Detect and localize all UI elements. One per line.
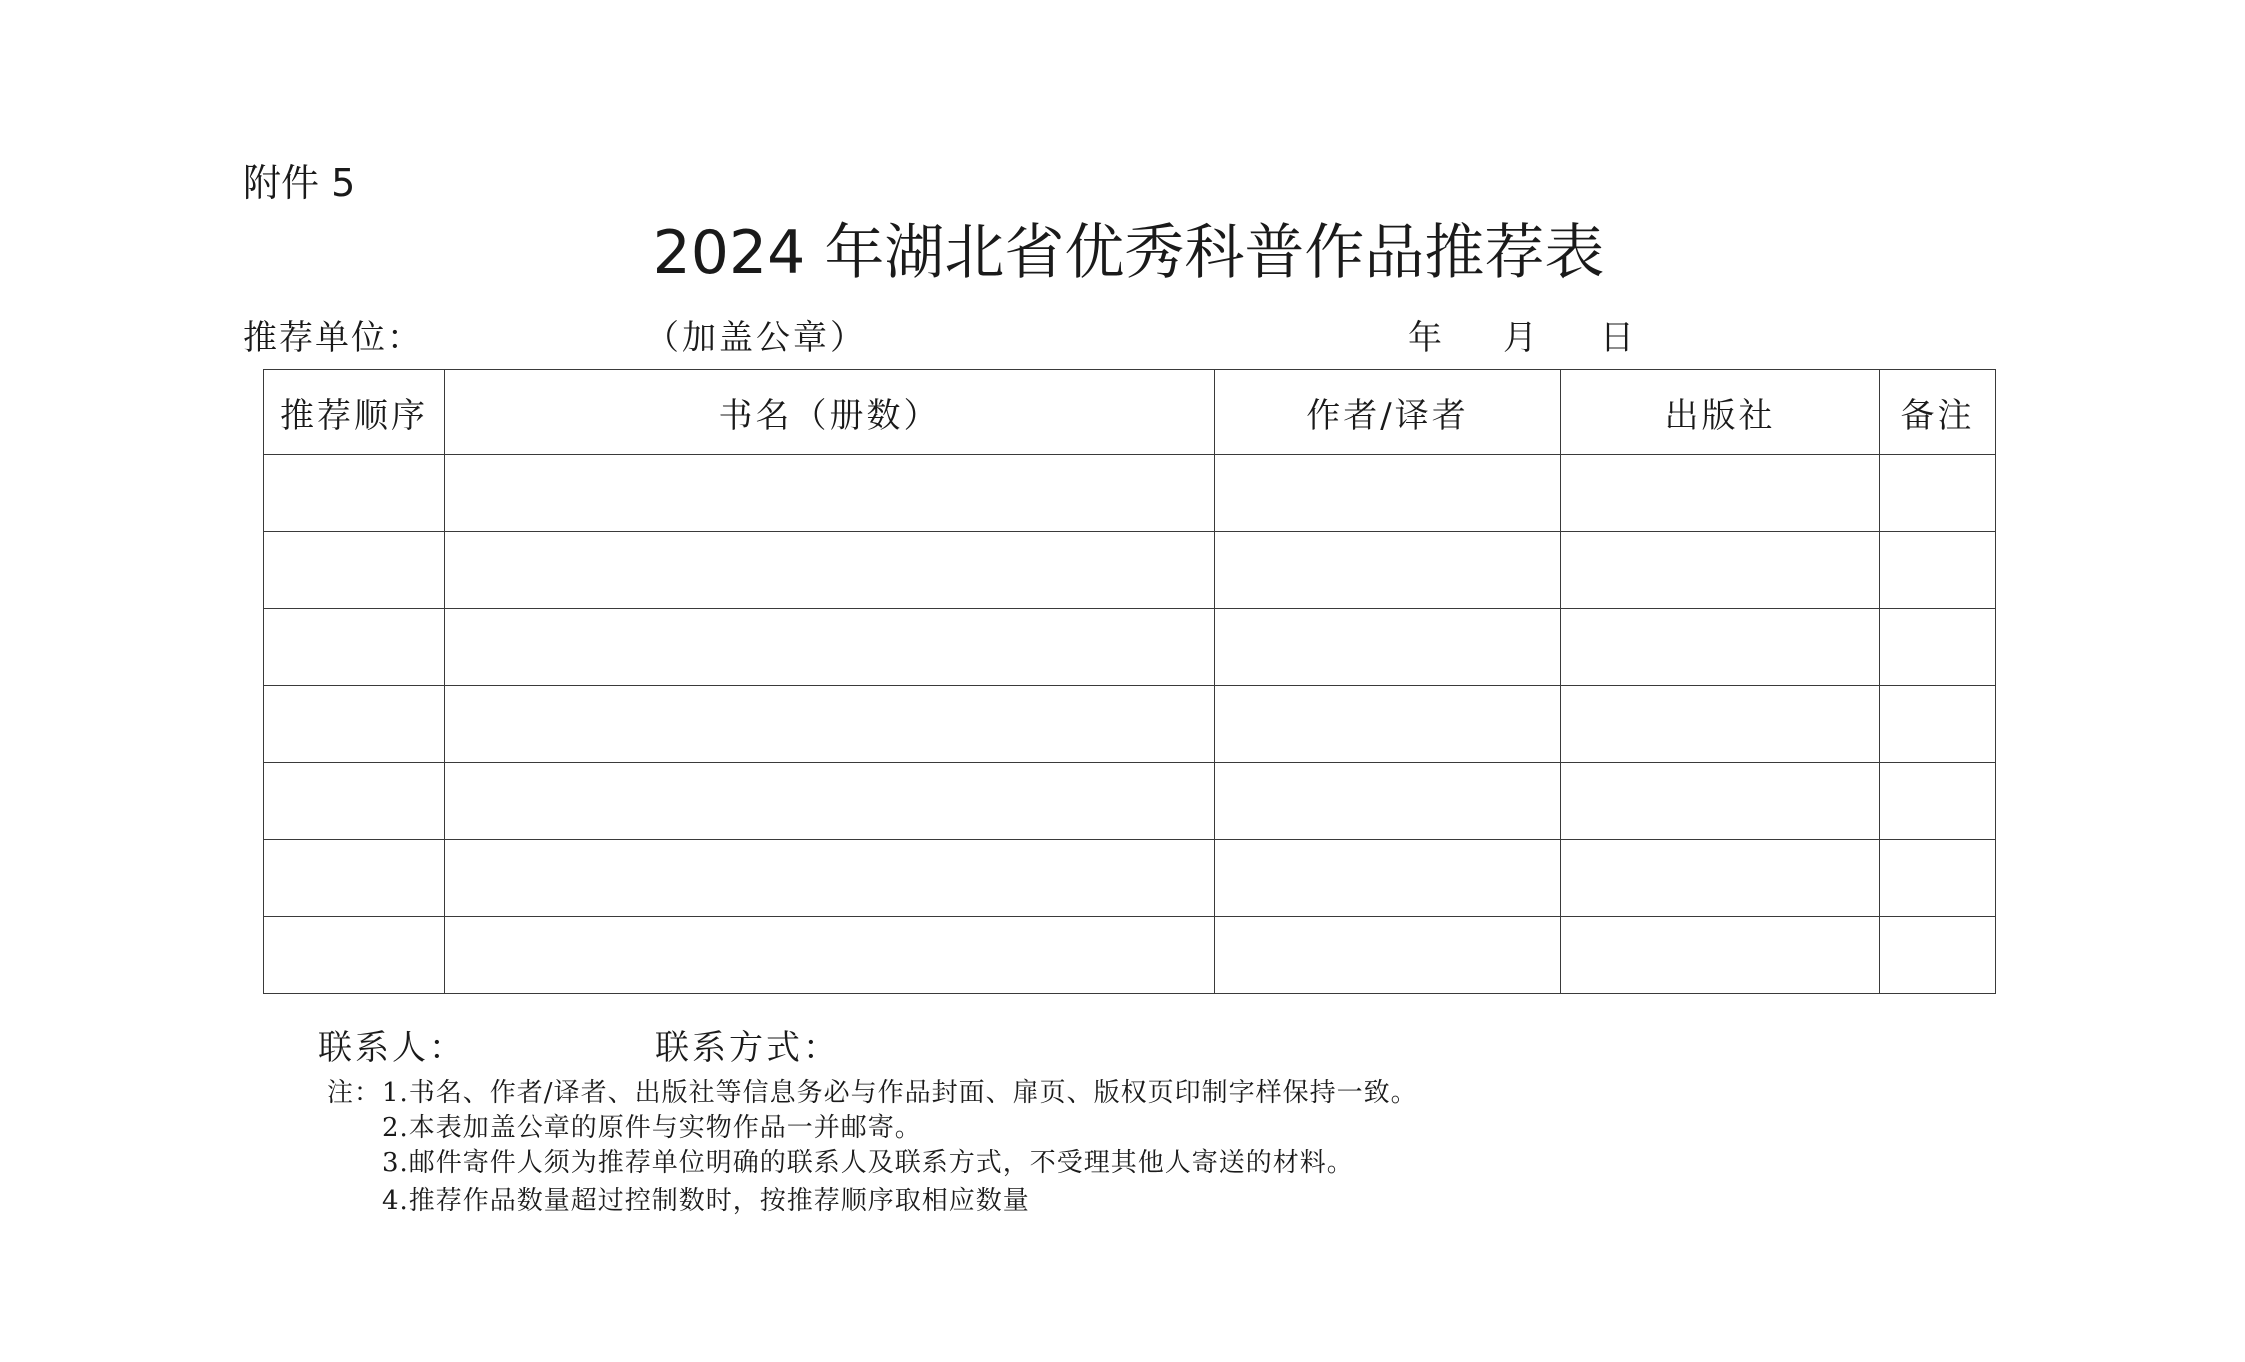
- table-cell-order[interactable]: [264, 609, 445, 686]
- note-item: [327, 1142, 1354, 1179]
- table-cell-author[interactable]: [1215, 455, 1561, 532]
- table-cell-publisher[interactable]: [1561, 455, 1880, 532]
- table-cell-order[interactable]: [264, 763, 445, 840]
- official-seal-note: （加盖公章）: [645, 318, 867, 358]
- table-cell-author[interactable]: [1215, 532, 1561, 609]
- attachment-label: 附件 5: [243, 161, 356, 205]
- table-cell-book-title[interactable]: [445, 763, 1215, 840]
- document-title: [0, 213, 2245, 293]
- column-header-remarks: 备注: [1880, 370, 1996, 455]
- note-text: 4.推荐作品数量超过控制数时，按推荐顺序取相应数量: [382, 1186, 1030, 1216]
- column-header-order: 推荐顺序: [264, 370, 445, 455]
- table-cell-book-title[interactable]: [445, 686, 1215, 763]
- table-cell-author[interactable]: [1215, 609, 1561, 686]
- table-header-row: [264, 370, 1996, 455]
- note-item: [327, 1107, 922, 1144]
- contact-person-label: 联系人：: [318, 1028, 466, 1068]
- table-row: [264, 532, 1996, 609]
- table-cell-book-title[interactable]: [445, 455, 1215, 532]
- table-cell-book-title[interactable]: [445, 917, 1215, 994]
- table-cell-remarks[interactable]: [1880, 763, 1996, 840]
- table-cell-book-title[interactable]: [445, 840, 1215, 917]
- table-cell-remarks[interactable]: [1880, 455, 1996, 532]
- date-year-label: 年: [1408, 318, 1442, 358]
- table-cell-order[interactable]: [264, 455, 445, 532]
- table-cell-order[interactable]: [264, 917, 445, 994]
- contact-method-label: 联系方式：: [655, 1028, 840, 1068]
- note-text: 3.邮件寄件人须为推荐单位明确的联系人及联系方式，不受理其他人寄送的材料。: [382, 1148, 1354, 1178]
- table-cell-book-title[interactable]: [445, 532, 1215, 609]
- table-cell-publisher[interactable]: [1561, 609, 1880, 686]
- note-text: 2.本表加盖公章的原件与实物作品一并邮寄。: [382, 1113, 922, 1143]
- recommending-unit-label: 推荐单位：: [243, 318, 423, 358]
- date-day-label: 日: [1600, 318, 1634, 358]
- table-row: [264, 686, 1996, 763]
- table-cell-remarks[interactable]: [1880, 532, 1996, 609]
- note-item: [327, 1180, 1030, 1217]
- table-cell-author[interactable]: [1215, 686, 1561, 763]
- date-month-label: 月: [1503, 318, 1537, 358]
- table-cell-publisher[interactable]: [1561, 840, 1880, 917]
- table-cell-publisher[interactable]: [1561, 763, 1880, 840]
- recommendation-table: [263, 369, 1996, 994]
- table-row: [264, 917, 1996, 994]
- table-cell-order[interactable]: [264, 686, 445, 763]
- table-cell-author[interactable]: [1215, 840, 1561, 917]
- column-header-publisher: 出版社: [1561, 370, 1880, 455]
- notes-prefix: 注：: [327, 1078, 382, 1108]
- table-cell-author[interactable]: [1215, 763, 1561, 840]
- column-header-author: 作者/译者: [1215, 370, 1561, 455]
- table-cell-author[interactable]: [1215, 917, 1561, 994]
- table-row: [264, 609, 1996, 686]
- column-header-book-title: 书名（册数）: [445, 370, 1215, 455]
- table-cell-book-title[interactable]: [445, 609, 1215, 686]
- table-cell-publisher[interactable]: [1561, 686, 1880, 763]
- note-item: [327, 1072, 1418, 1109]
- table-cell-order[interactable]: [264, 840, 445, 917]
- table-row: [264, 840, 1996, 917]
- table-cell-publisher[interactable]: [1561, 532, 1880, 609]
- document-title-text: 2024 年湖北省优秀科普作品推荐表: [652, 218, 1605, 288]
- table-row: [264, 455, 1996, 532]
- table-cell-remarks[interactable]: [1880, 609, 1996, 686]
- table-row: [264, 763, 1996, 840]
- table-cell-publisher[interactable]: [1561, 917, 1880, 994]
- table-cell-remarks[interactable]: [1880, 917, 1996, 994]
- table-cell-remarks[interactable]: [1880, 840, 1996, 917]
- note-text: 1.书名、作者/译者、出版社等信息务必与作品封面、扉页、版权页印制字样保持一致。: [382, 1078, 1418, 1108]
- table-cell-remarks[interactable]: [1880, 686, 1996, 763]
- table-cell-order[interactable]: [264, 532, 445, 609]
